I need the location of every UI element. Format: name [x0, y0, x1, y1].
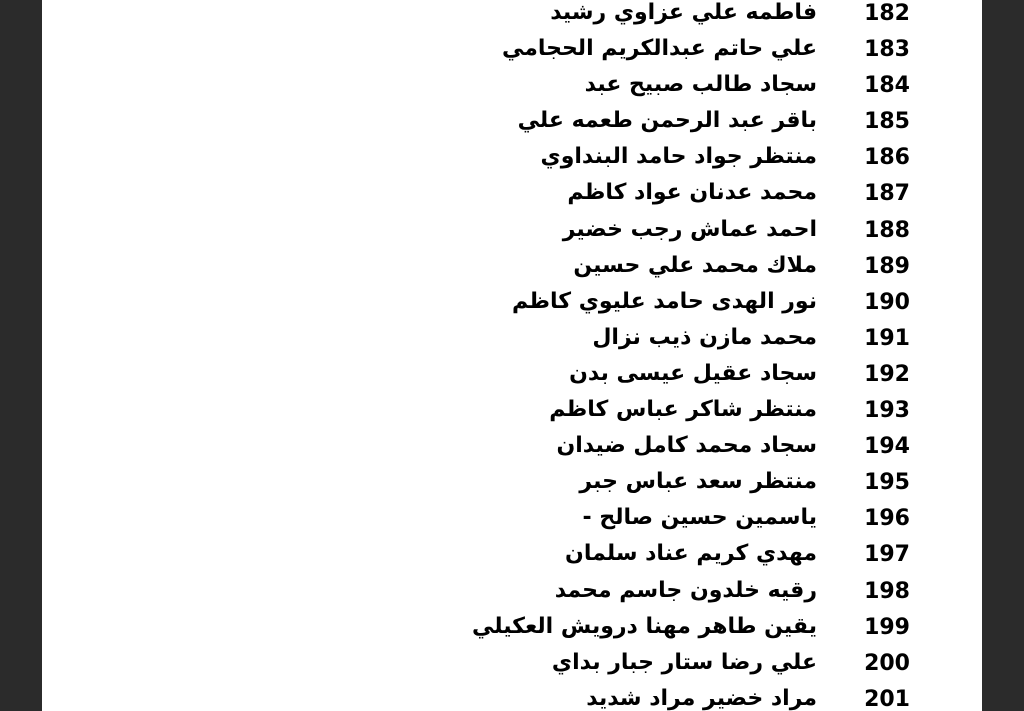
list-row — [42, 357, 982, 393]
person-name: منتظر سعد عباس جبر — [579, 469, 817, 495]
list-row — [42, 68, 982, 104]
row-number: 186 — [864, 145, 910, 171]
person-name: علي حاتم عبدالكريم الحجامي — [501, 36, 817, 62]
person-name: ملاك محمد علي حسين — [573, 252, 817, 278]
list-row — [42, 0, 982, 32]
row-number: 196 — [864, 506, 910, 532]
row-number: 200 — [864, 650, 910, 676]
person-name: سجاد طالب صبيح عبد — [584, 72, 817, 98]
person-name: باقر عبد الرحمن طعمه علي — [517, 108, 817, 134]
list-row — [42, 574, 982, 610]
person-name: رقيه خلدون جاسم محمد — [554, 577, 817, 603]
list-row — [42, 285, 982, 321]
list-row — [42, 140, 982, 176]
person-name: ياسمين حسين صالح - — [582, 505, 817, 531]
person-name: منتظر جواد حامد البنداوي — [540, 144, 817, 170]
list-row — [42, 537, 982, 573]
person-name: يقين طاهر مهنا درويش العكيلي — [471, 613, 817, 639]
row-number: 190 — [864, 289, 910, 315]
person-name: محمد مازن ذيب نزال — [592, 324, 817, 350]
row-number: 193 — [864, 398, 910, 424]
list-row — [42, 104, 982, 140]
row-number: 189 — [864, 253, 910, 279]
list-row — [42, 32, 982, 68]
person-name: فاطمه علي عزاوي رشيد — [550, 0, 817, 25]
row-number: 194 — [864, 434, 910, 460]
person-name: مهدي كريم عناد سلمان — [565, 541, 817, 567]
list-row — [42, 610, 982, 646]
row-number: 185 — [864, 109, 910, 135]
row-number: 183 — [864, 37, 910, 63]
person-name: منتظر شاكر عباس كاظم — [549, 397, 817, 423]
row-number: 184 — [864, 73, 910, 99]
row-number: 199 — [864, 614, 910, 640]
list-row — [42, 682, 982, 711]
row-number: 201 — [864, 686, 910, 711]
list-row — [42, 321, 982, 357]
document-page — [42, 0, 982, 711]
person-name: علي رضا ستار جبار بداي — [551, 649, 817, 675]
list-row — [42, 646, 982, 682]
row-number: 191 — [864, 325, 910, 351]
list-row — [42, 465, 982, 501]
row-number: 192 — [864, 361, 910, 387]
person-name: سجاد عقيل عيسى بدن — [569, 360, 817, 386]
row-number: 188 — [864, 217, 910, 243]
person-name: سجاد محمد كامل ضيدان — [556, 433, 817, 459]
row-number: 187 — [864, 181, 910, 207]
row-number: 198 — [864, 578, 910, 604]
list-row — [42, 176, 982, 212]
person-name: نور الهدى حامد عليوي كاظم — [512, 288, 817, 314]
list-row — [42, 213, 982, 249]
list-row — [42, 501, 982, 537]
row-number: 197 — [864, 542, 910, 568]
row-number: 195 — [864, 470, 910, 496]
person-name: احمد عماش رجب خضير — [562, 216, 817, 242]
list-row — [42, 429, 982, 465]
list-row — [42, 393, 982, 429]
person-name: مراد خضير مراد شديد — [586, 685, 817, 711]
name-list — [42, 0, 982, 711]
list-row — [42, 249, 982, 285]
row-number: 182 — [864, 1, 910, 26]
person-name: محمد عدنان عواد كاظم — [567, 180, 817, 206]
